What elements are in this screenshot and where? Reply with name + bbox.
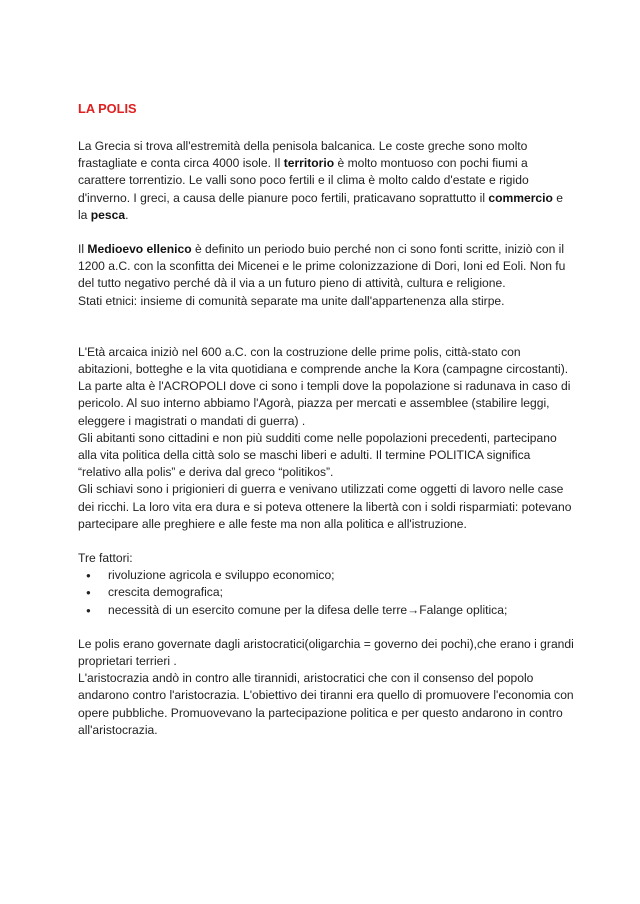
text-run: è molto montuoso con pochi fiumi a carattere torrentizio. Le valli sono poco fertili e il clima è molto caldo d'estate e rigido d'inverno. I greci, a causa delle pianure poco fertili, praticavano soprattutto il [78,156,529,205]
bold-text: territorio [283,156,335,171]
list-item: ● rivoluzione agricola e sviluppo economico; [78,567,574,584]
text-run: La Grecia si trova all'estremità della penisola balcanica. Le coste greche sono molto frastagliate e conta circa 4000 isole. Il [78,139,528,171]
paragraph-stati-etnici: Stati etnici: insieme di comunità separate ma unite dall'appartenenza alla stirpe. [78,293,505,308]
list-item: ● necessità di un esercito comune per la difesa delle terre→Falange oplitica; [78,602,574,619]
text-run: . [125,207,129,222]
spacer [78,310,574,344]
text-run: e la [78,190,563,222]
page-title: LA POLIS [78,101,137,116]
spacer [78,224,574,241]
document-body [78,100,574,739]
paragraph-tirannidi: L'aristocrazia andò in contro alle tirannidi, aristocratici che con il consenso del popolo andarono contro l'aristocrazia. L'obiettivo dei tiranni era quello di promuovere l'economia con opere pubbliche. Promuovevano la partecipazione politica e per questo andarono in contro all'aristocrazia. [78,671,574,737]
bold-text: commercio [488,190,553,205]
text-run: è definito un periodo buio perché non ci sono fonti scritte, iniziò con il 1200 a.C. con la sconfitta dei Micenei e le prime colonizzazione di Dori, Ioni ed Eoli. Non fu del tutto negativo perché dà il via a un futuro pieno di attività, cultura e religione. [78,242,566,291]
list-heading: Tre fattori: [78,551,133,566]
paragraph-geografia [78,138,574,224]
paragraph-acropoli: La parte alta è l'ACROPOLI dove ci sono i templi dove la popolazione si radunava in caso di pericolo. Al suo interno abbiamo l'Agorà, piazza per mercati e assemblee (stabilire leggi, eleggere i magistrati o mandati di guerra) . [78,379,571,428]
paragraph-schiavi: Gli schiavi sono i prigionieri di guerra e venivano utilizzati come oggetti di lavoro nelle case dei ricchi. La loro vita era dura e si poteva ottenere la libertà con i soldi risparmiati: potevano partecipare alle preghiere e alle feste ma non alla politica e all'istruzione. [78,482,572,531]
paragraph-aristocratici: Le polis erano governate dagli aristocratici(oligarchia = governo dei pochi),che erano i grandi proprietari terrieri . [78,636,574,669]
paragraph-medioevo [78,241,574,293]
spacer [78,619,574,636]
bullet-list [78,567,574,619]
paragraph-cittadini: Gli abitanti sono cittadini e non più sudditi come nelle popolazioni precedenti, partecipano alla vita politica della città solo se maschi liberi e adulti. Il termine POLITICA significa “relativo alla polis” e deriva dal greco “politikos”. [78,430,557,480]
bold-text: pesca [90,207,126,222]
text-run: Il [78,242,88,257]
paragraph-eta-arcaica: L'Età arcaica iniziò nel 600 a.C. con la costruzione delle prime polis, città-stato con abitazioni, botteghe e la vita quotidiana e comprende anche la Kora (campagne circostanti). [78,344,569,377]
bold-text: Medioevo ellenico [87,242,192,257]
spacer [78,533,574,550]
list-item: ● crescita demografica; [78,584,574,601]
